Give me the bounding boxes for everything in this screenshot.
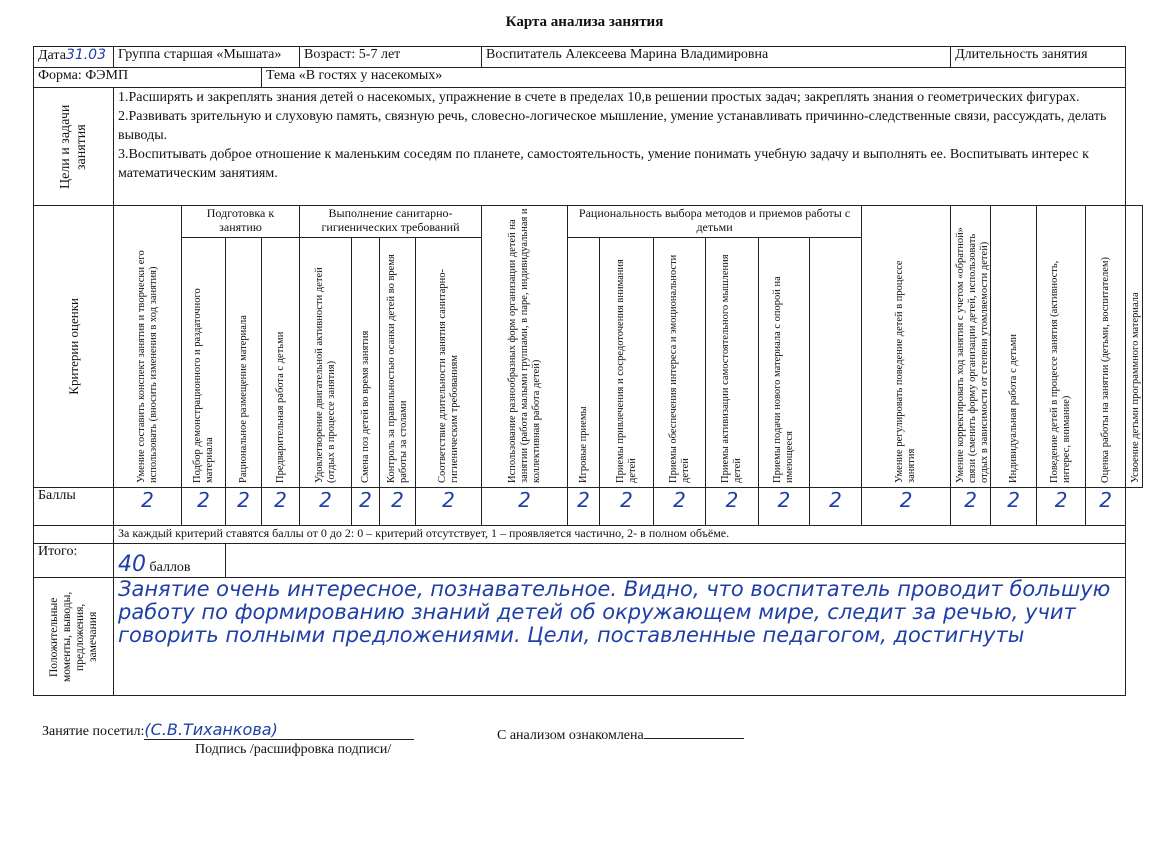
- total-label: Итого:: [34, 544, 114, 578]
- criterion-12: Приемы обеспечения интереса и эмоциональности детей: [654, 238, 706, 488]
- score-8: 2: [416, 488, 482, 526]
- goal-item-3: 3.Воспитывать доброе отношение к маленьким соседям по планете, самостоятельность, умение понимать учебную задачу и выполнять ее. Воспитывать интерес к математическим занятиям.: [118, 147, 1089, 181]
- score-17: 2: [951, 488, 991, 526]
- acknowledged-block: [497, 722, 744, 744]
- age-cell: Возраст: 5-7 лет: [300, 47, 482, 68]
- score-11: 2: [600, 488, 654, 526]
- criterion-14: Приемы подачи нового материала с опорой на имеющееся: [759, 238, 810, 488]
- criteria-label: Критерии оценки: [65, 298, 81, 395]
- teacher-cell: Воспитатель Алексеева Марина Владимировна: [482, 47, 951, 68]
- goals-text-cell: [114, 88, 1126, 206]
- acknowledged-label: С анализом ознакомлена: [497, 728, 644, 743]
- page-title: Карта анализа занятия: [505, 14, 664, 30]
- analysis-table: [33, 46, 1143, 696]
- scores-label: Баллы: [34, 488, 114, 526]
- criterion-5: Удовлетворение двигательной активности детей (отдых в процессе занятия): [300, 238, 352, 488]
- criterion-8: Соответствие длительности занятия санитарно-гигиеническим требованиям: [416, 238, 482, 488]
- date-label: Дата: [38, 48, 66, 63]
- score-9: 2: [482, 488, 568, 526]
- date-value: 31.03: [65, 47, 106, 63]
- group-sanitary: Выполнение санитарно-гигиенических требований: [300, 206, 482, 238]
- header-row-2: [34, 68, 1143, 88]
- topic-cell: Тема «В гостях у насекомых»: [262, 68, 1126, 88]
- score-1: 2: [114, 488, 182, 526]
- criterion-7: Контроль за правильностью осанки детей во время работы за столами: [380, 238, 416, 488]
- criterion-3: Рациональное размещение материала: [226, 238, 262, 488]
- criterion-10: Игровые приемы: [568, 238, 600, 488]
- criterion-11: Приемы привлечения и сосредоточения внимания детей: [600, 238, 654, 488]
- score-4: 2: [262, 488, 300, 526]
- criterion-4: Предварительная работа с детьми: [262, 238, 300, 488]
- group-prep: Подготовка к занятию: [182, 206, 300, 238]
- criterion-20: Усвоение детьми программного материала: [1126, 206, 1143, 488]
- total-unit: баллов: [149, 560, 191, 575]
- goals-label: Цели и задачи занятия: [57, 104, 89, 189]
- criterion-15: Умение регулировать поведение детей в процессе занятия: [862, 206, 951, 488]
- score-5: 2: [300, 488, 352, 526]
- date-cell: [34, 47, 114, 68]
- score-6: 2: [352, 488, 380, 526]
- acknowledged-signature-line: [644, 722, 744, 739]
- score-3: 2: [226, 488, 262, 526]
- total-value-cell: [114, 544, 226, 578]
- scores-note: За каждый критерий ставятся баллы от 0 до 2: 0 – критерий отсутствует, 1 – проявляется частично, 2- в полном объёме.: [114, 526, 1126, 544]
- score-2: 2: [182, 488, 226, 526]
- criterion-1: Умение составить конспект занятия и творчески его использовать (вносить изменения в ход занятия): [114, 206, 182, 488]
- criterion-13: Приемы активизации самостоятельного мышления детей: [706, 238, 759, 488]
- group-cell: Группа старшая «Мышата»: [114, 47, 300, 68]
- criterion-17: Индивидуальная работа с детьми: [991, 206, 1037, 488]
- scores-row: [34, 488, 1143, 526]
- score-12: 2: [654, 488, 706, 526]
- criteria-group-row: [34, 206, 1143, 238]
- score-13: 2: [706, 488, 759, 526]
- criterion-16: Умение корректировать ход занятия с учетом «обратной» связи (сменить форму организации детей, использовать отдых в зависимости от степени утомляемости детей): [951, 206, 991, 488]
- goal-item-2: 2.Развивать зрительную и слуховую память, связную речь, словесно-логическое мышление, умение устанавливать причинно-следственные связи, рассуждать, делать выводы.: [118, 109, 1107, 143]
- goals-row: [34, 88, 1143, 206]
- score-14: 2: [759, 488, 810, 526]
- score-10: 2: [568, 488, 600, 526]
- score-15: 2: [810, 488, 862, 526]
- score-18: 2: [991, 488, 1037, 526]
- remarks-label: Положительные моменты, выводы, предложения, замечания: [47, 591, 99, 682]
- form-cell: Форма: ФЭМП: [34, 68, 262, 88]
- visited-label: Занятие посетил:: [42, 724, 145, 739]
- criteria-label-cell: [34, 206, 114, 488]
- total-row: [34, 544, 1143, 578]
- criterion-19: Оценка работы на занятии (детьми, воспитателем): [1086, 206, 1126, 488]
- criterion-6: Смена поз детей во время занятия: [352, 238, 380, 488]
- score-16: 2: [862, 488, 951, 526]
- criterion-2: Подбор демонстрационного и раздаточного материала: [182, 238, 226, 488]
- remarks-text: Занятие очень интересное, познавательное. Видно, что воспитатель проводит большую работу по формированию знаний детей об окружающем мире, следит за речью, учит говорить полными предложениями. Цели, поставленные педагогом, достигнуты: [114, 578, 1126, 696]
- remarks-label-cell: [34, 578, 114, 696]
- scores-note-row: [34, 526, 1143, 544]
- duration-cell: Длительность занятия: [951, 47, 1126, 68]
- goal-item-1: 1.Расширять и закреплять знания детей о насекомых, упражнение в счете в пределах 10,в решении простых задач; закреплять знания о геометрических фигурах.: [118, 90, 1080, 105]
- score-7: 2: [380, 488, 416, 526]
- remarks-row: [34, 578, 1143, 696]
- header-row-1: [34, 47, 1143, 68]
- visited-signature: (С.В.Тиханкова): [144, 720, 414, 740]
- group-methods: Рациональность выбора методов и приемов работы с детьми: [568, 206, 862, 238]
- score-19: 2: [1037, 488, 1086, 526]
- goals-label-cell: [34, 88, 114, 206]
- criterion-18: Поведение детей в процессе занятия (активность, интерес, внимание): [1037, 206, 1086, 488]
- total-value: 40: [118, 552, 146, 577]
- visited-block: [42, 720, 414, 740]
- criterion-9: Использование разнообразных форм организации детей на занятии (работа малыми группами, в паре, индивидуальная и коллективная работа детей): [482, 206, 568, 488]
- score-20: 2: [1086, 488, 1126, 526]
- signature-caption: Подпись /расшифровка подписи/: [195, 742, 392, 757]
